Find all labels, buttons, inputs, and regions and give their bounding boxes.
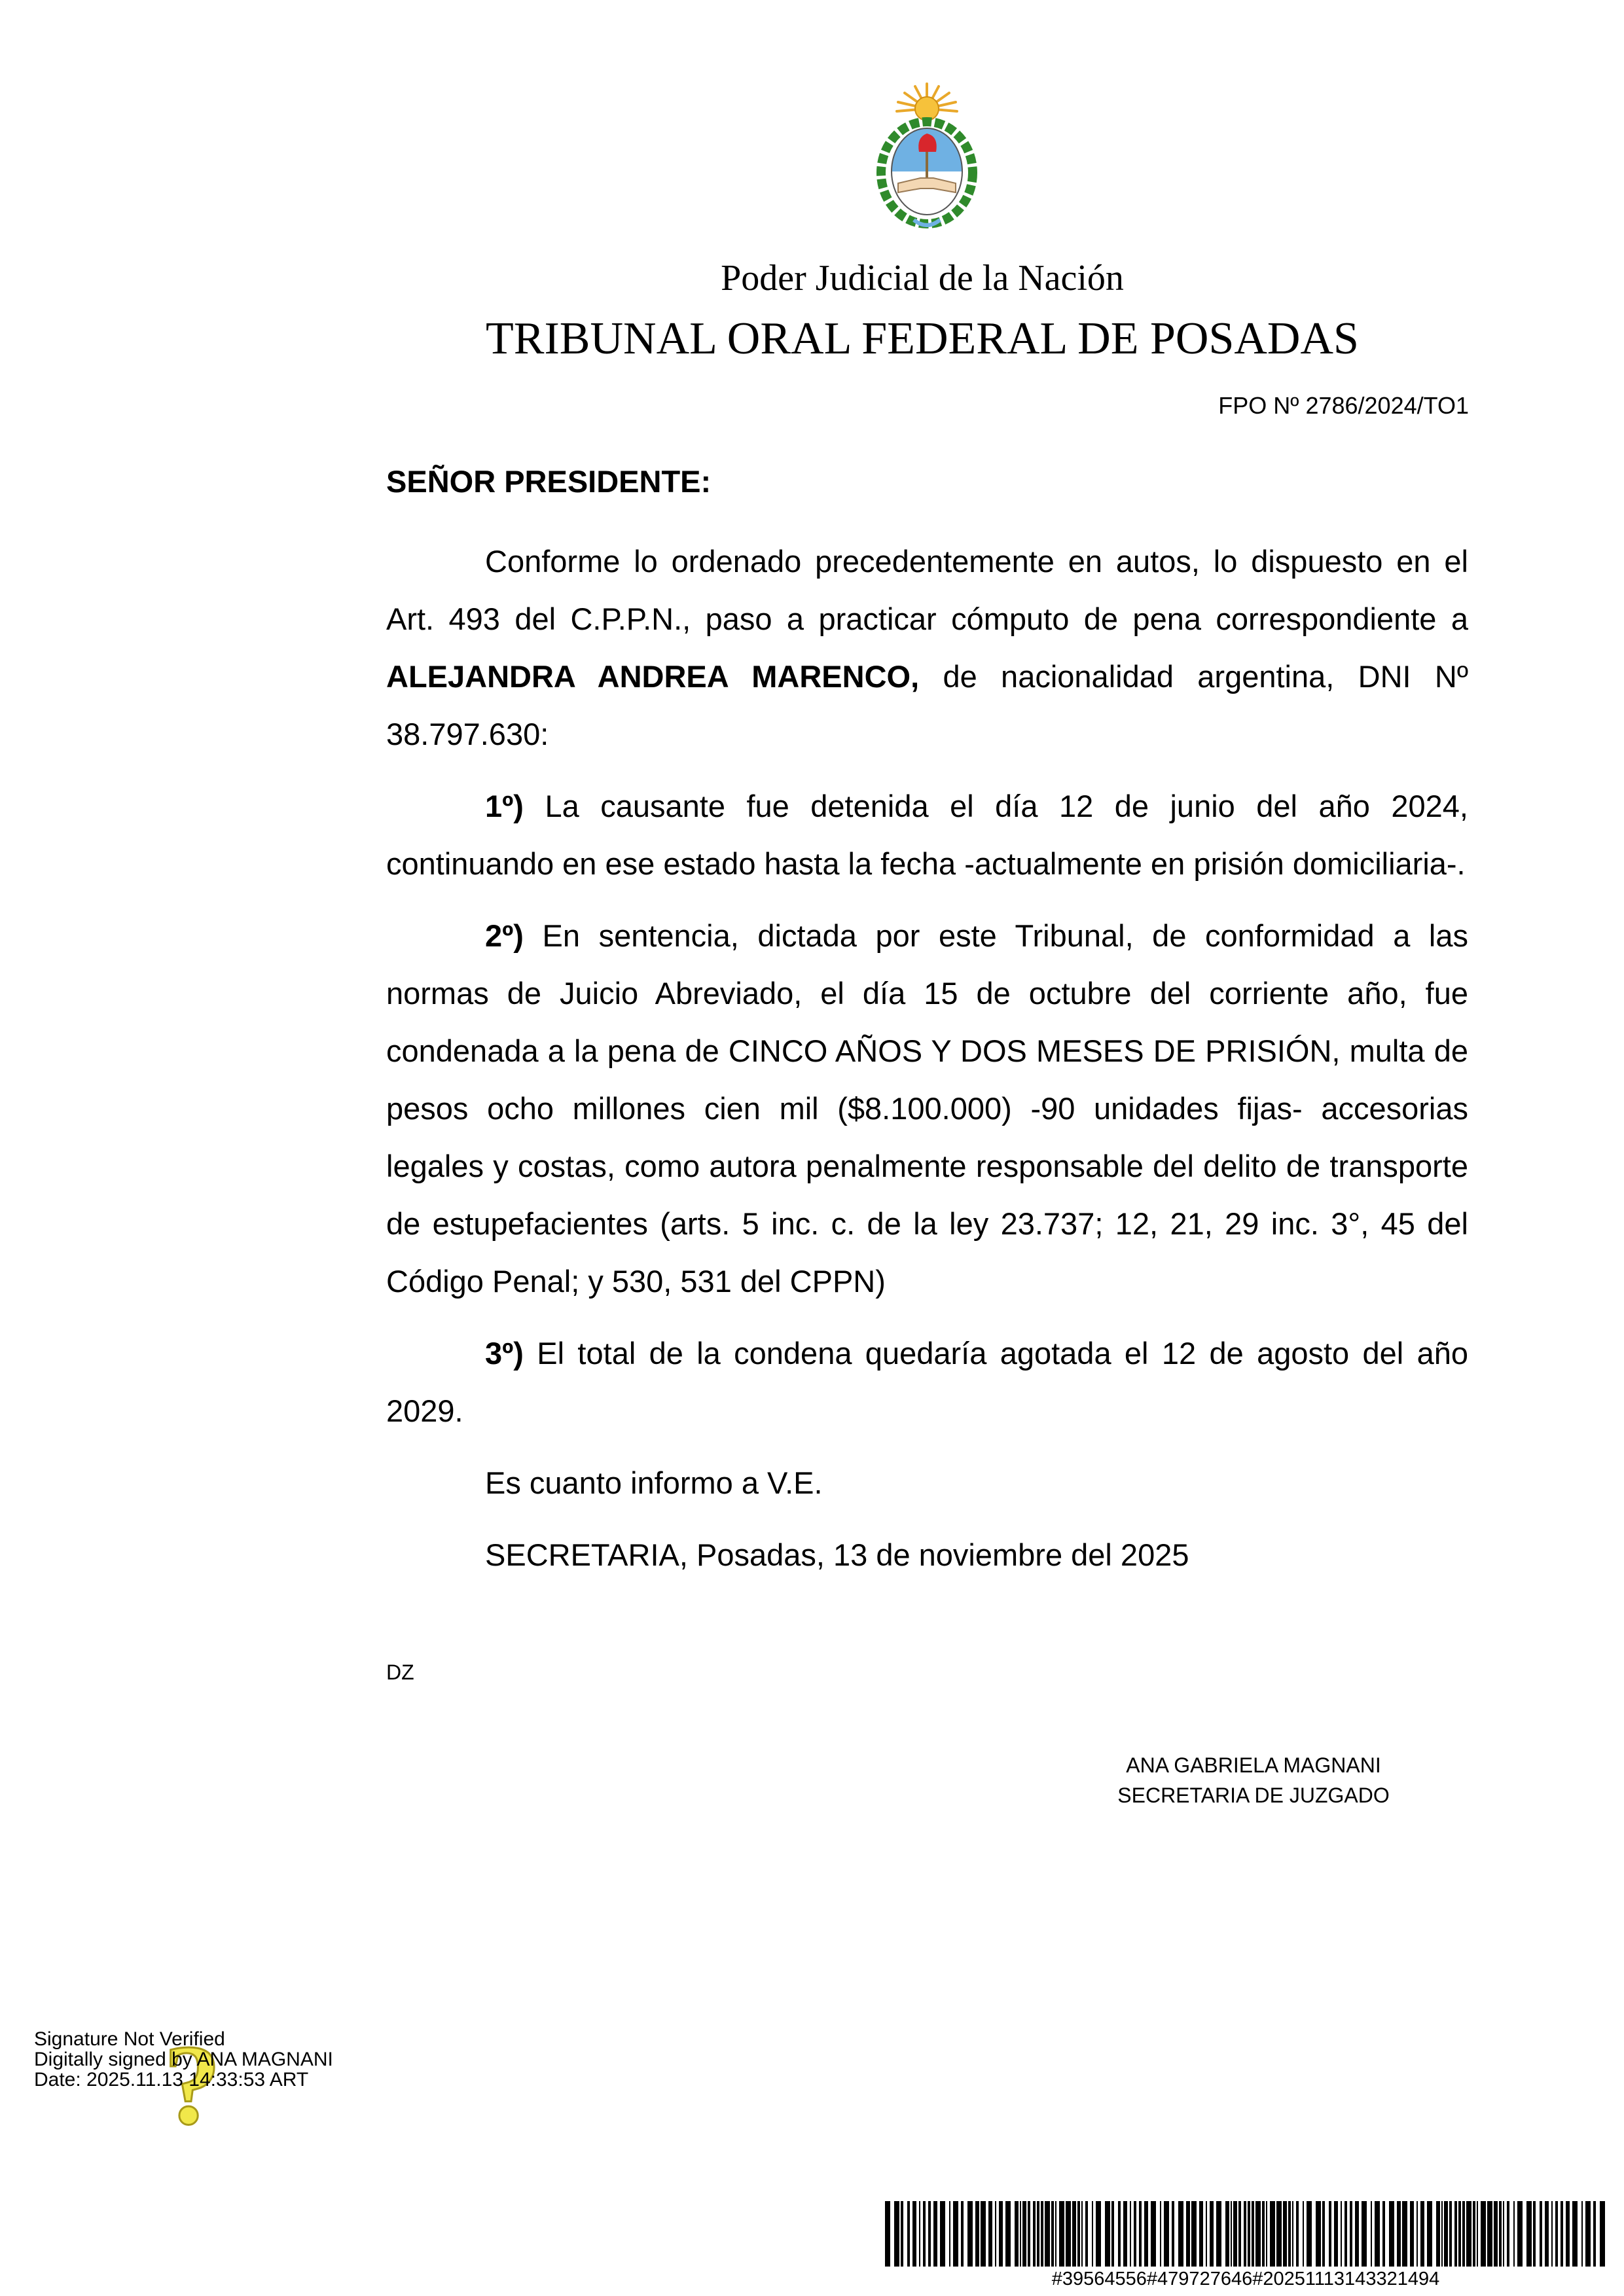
point-3-paragraph bbox=[386, 1325, 1468, 1440]
salutation: SEÑOR PRESIDENTE: bbox=[386, 464, 712, 499]
intro-text-start: Conforme lo ordenado precedentemente en autos, lo dispuesto en el Art. 493 del C.P.P.N., paso a practicar cómputo de pena correspondiente a bbox=[386, 544, 1468, 636]
case-number: FPO Nº 2786/2024/TO1 bbox=[1218, 392, 1469, 419]
point-3-text: El total de la condena quedaría agotada el 12 de agosto del año 2029. bbox=[386, 1336, 1468, 1428]
point-2-paragraph bbox=[386, 907, 1468, 1310]
court-name: TRIBUNAL ORAL FEDERAL DE POSADAS bbox=[486, 314, 1359, 364]
signature-block bbox=[1080, 1750, 1427, 1810]
signatory-name: ANA GABRIELA MAGNANI bbox=[1126, 1753, 1381, 1777]
barcode bbox=[885, 2201, 1606, 2267]
signed-by: Digitally signed by ANA MAGNANI bbox=[34, 2049, 333, 2070]
sun-face bbox=[915, 97, 939, 120]
signature-status: Signature Not Verified bbox=[34, 2028, 225, 2050]
institution-name: Poder Judicial de la Nación bbox=[721, 258, 1124, 298]
typist-initials: DZ bbox=[386, 1660, 414, 1684]
digital-signature-stamp bbox=[34, 2029, 333, 2090]
point-2-text: En sentencia, dictada por este Tribunal, de conformidad a las normas de Juicio Abreviado, el día 15 de octubre del corriente año, fue condenada a la pena de CINCO AÑOS Y DOS MESES DE PRISIÓN, multa de pesos ocho millones cien mil ($8.100.000) -90 unidades fijas- accesorias legales y costas, como autora penalmente responsable del delito de transporte de estupefacientes (arts. 5 inc. c. de la ley 23.737; 12, 21, 29 inc. 3°, 45 del Código Penal; y 530, 531 del CPPN) bbox=[386, 918, 1468, 1299]
intro-text-end: de nacionalidad argentina, DNI Nº 38.797.630: bbox=[386, 659, 1468, 751]
question-mark-icon: ? bbox=[164, 2021, 221, 2148]
barcode-number: #39564556#479727646#20251113143321494 bbox=[1051, 2269, 1440, 2289]
closing-line: Es cuanto informo a V.E. bbox=[485, 1465, 823, 1500]
point-1-text: La causante fue detenida el día 12 de junio del año 2024, continuando en ese estado hasta la fecha -actualmente en prisión domiciliaria-. bbox=[386, 789, 1468, 881]
place-date-line: SECRETARIA, Posadas, 13 de noviembre del 2025 bbox=[485, 1537, 1189, 1572]
signature-date: Date: 2025.11.13 14:33:53 ART bbox=[34, 2069, 309, 2090]
defendant-name: ALEJANDRA ANDREA MARENCO, bbox=[386, 659, 920, 694]
document-body bbox=[386, 533, 1468, 1598]
signatory-title: SECRETARIA DE JUZGADO bbox=[1117, 1784, 1390, 1807]
point-1-label: 1º) bbox=[485, 789, 524, 823]
point-2-label: 2º) bbox=[485, 918, 524, 953]
point-3-label: 3º) bbox=[485, 1336, 524, 1371]
point-1-paragraph bbox=[386, 778, 1468, 893]
coat-of-arms-emblem bbox=[875, 81, 979, 235]
intro-paragraph bbox=[386, 533, 1468, 763]
